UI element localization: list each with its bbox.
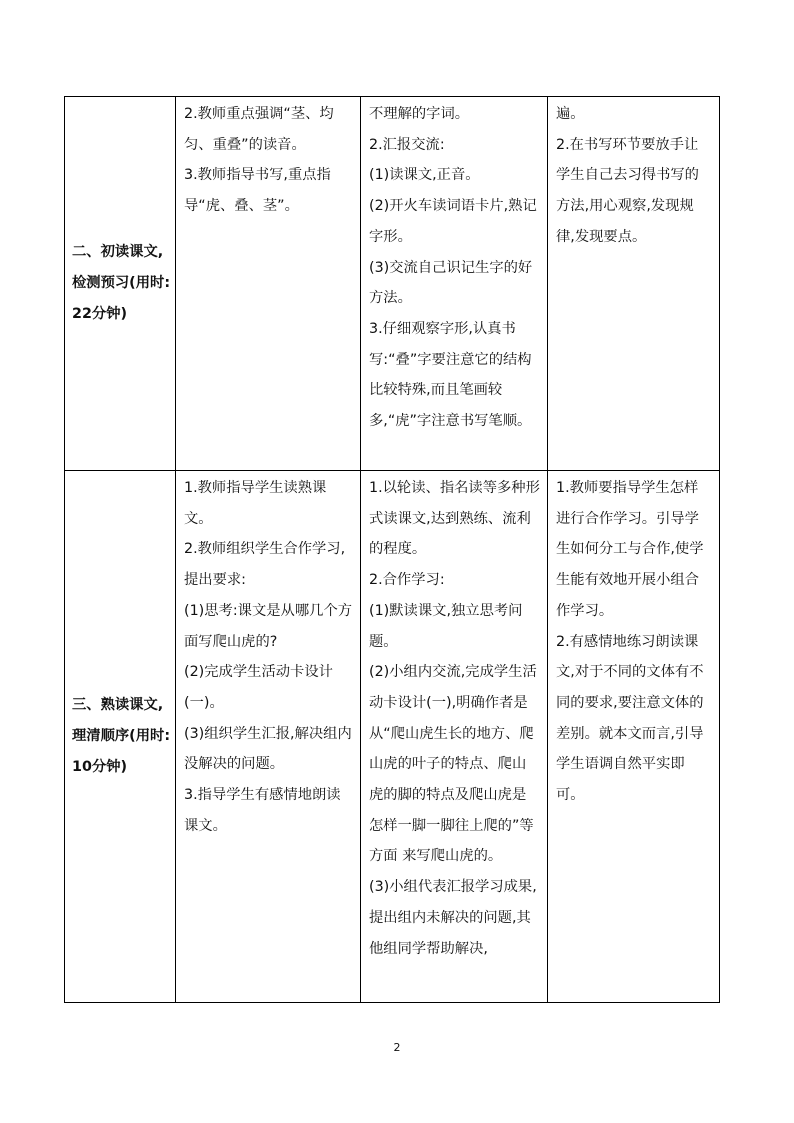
lesson-plan-table xyxy=(64,96,720,1003)
teacher-activity-item: (2)完成学生活动卡设计(一)。 xyxy=(184,664,333,711)
student-activity-cell xyxy=(361,471,548,1003)
stage-label: 三、熟读课文,理清顺序(用时:10分钟) xyxy=(72,697,171,775)
stage-cell xyxy=(65,97,176,471)
teacher-activity-cell xyxy=(176,471,361,1003)
student-activity-item: 1.以轮读、指名读等多种形式读课文,达到熟练、流利的程度。 xyxy=(369,480,540,558)
teacher-activity-cell xyxy=(176,97,361,471)
student-activity-cell xyxy=(361,97,548,471)
teacher-activity-item: 3.教师指导书写,重点指导“虎、叠、茎”。 xyxy=(184,167,331,215)
design-note-item: 2.在书写环节要放手让学生自己去习得书写的方法,用心观察,发现规律,发现要点。 xyxy=(556,136,699,245)
stage-label: 二、初读课文,检测预习(用时:22分钟) xyxy=(72,244,171,322)
table-row xyxy=(65,471,720,1003)
student-activity-item: 2.合作学习: xyxy=(369,572,445,589)
student-activity-item: (3)小组代表汇报学习成果,提出组内未解决的问题,其他组同学帮助解决, xyxy=(369,879,537,957)
design-note-item: 1.教师要指导学生怎样进行合作学习。引导学生如何分工与合作,使学生能有效地开展小组合作学习。 xyxy=(556,480,704,619)
teacher-activity-item: 3.指导学生有感情地朗读课文。 xyxy=(184,787,341,834)
design-note-item: 2.有感情地练习朗读课文,对于不同的文体有不同的要求,要注意文体的差别。就本文而言,引导学生语调自然平实即可。 xyxy=(556,633,704,804)
student-activity-item: (1)默读课文,独立思考问题。 xyxy=(369,602,523,650)
student-activity-item: (2)开火车读词语卡片,熟记字形。 xyxy=(369,198,537,245)
student-activity-item: 3.仔细观察字形,认真书写:“叠”字要注意它的结构比较特殊,而且笔画较多,“虎”字注意书写笔顺。 xyxy=(369,320,532,430)
stage-cell xyxy=(65,471,176,1003)
teacher-activity-item: (1)思考:课文是从哪几个方面写爬山虎的? xyxy=(184,602,353,650)
design-note-item: 遍。 xyxy=(556,106,585,122)
student-activity-item: (2)小组内交流,完成学生活动卡设计(一),明确作者是从“爬山虎生长的地方、爬山虎的叶子的特点、爬山虎的脚的特点及爬山虎是怎样一脚一脚往上爬的”等方面 来写爬山虎的。 xyxy=(369,664,537,865)
table-row xyxy=(65,97,720,471)
student-activity-item: 不理解的字词。 xyxy=(369,106,470,122)
page-number: 2 xyxy=(393,1041,401,1054)
student-activity-item: (1)读课文,正音。 xyxy=(369,167,480,184)
design-notes-cell xyxy=(548,471,720,1003)
teacher-activity-item: 2.教师组织学生合作学习,提出要求: xyxy=(184,541,346,589)
teacher-activity-item: (3)组织学生汇报,解决组内没解决的问题。 xyxy=(184,725,352,773)
student-activity-item: 2.汇报交流: xyxy=(369,136,445,153)
teacher-activity-item: 2.教师重点强调“茎、均匀、重叠”的读音。 xyxy=(184,106,334,153)
teacher-activity-item: 1.教师指导学生读熟课文。 xyxy=(184,480,327,527)
student-activity-item: (3)交流自己识记生字的好方法。 xyxy=(369,259,533,307)
design-notes-cell xyxy=(548,97,720,471)
